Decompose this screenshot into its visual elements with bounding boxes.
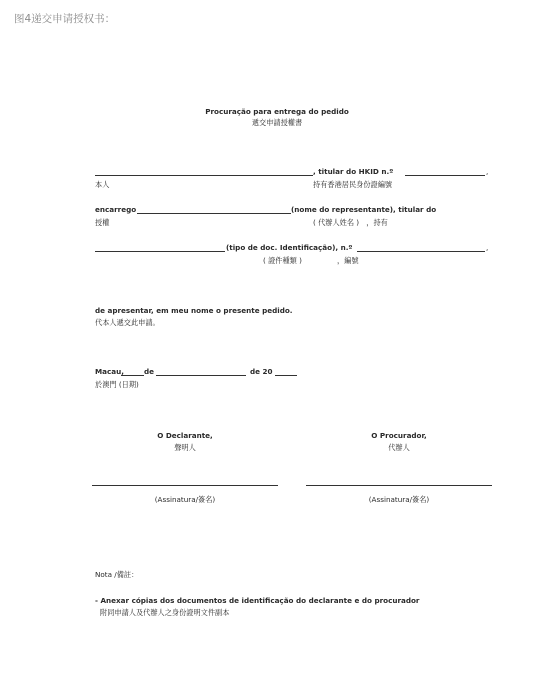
row3-comma: , xyxy=(486,243,489,252)
hkid-label: , titular do HKID n.º xyxy=(313,167,394,176)
row2-zh-left: 授權 xyxy=(95,218,110,227)
procurador-signature-line xyxy=(306,485,492,486)
nota-label: Nota /備註： xyxy=(95,570,139,579)
page-caption: 图4递交申请授权书： xyxy=(14,13,116,25)
procurador-zh: 代辦人 xyxy=(388,443,410,452)
doc-type-label: (tipo de doc. Identificação), n.º xyxy=(226,243,353,252)
hkid-number-line xyxy=(405,175,485,176)
de-label: de xyxy=(144,367,155,376)
procurador-sign-label: (Assinatura/簽名) xyxy=(368,495,430,504)
procurador-pt: O Procurador, xyxy=(371,431,427,440)
representative-label: (nome do representante), titular do xyxy=(291,205,437,214)
holder-name-line xyxy=(95,175,313,176)
representative-name-line xyxy=(137,213,291,214)
purpose-pt: de apresentar, em meu nome o presente pedido. xyxy=(95,306,293,315)
row3-zh-mid: ( 證件種類 ) xyxy=(263,256,302,265)
year-line xyxy=(275,375,297,376)
declarante-sign-label: (Assinatura/簽名) xyxy=(154,495,216,504)
doc-type-line xyxy=(95,251,225,252)
purpose-zh: 代本人遞交此申請。 xyxy=(95,318,160,327)
nota-zh: 附同申請人及代辦人之身份證明文件副本 xyxy=(100,608,230,617)
row1-comma: , xyxy=(486,167,489,176)
declarante-zh: 聲明人 xyxy=(174,443,196,452)
declarante-pt: O Declarante, xyxy=(157,431,213,440)
day-line xyxy=(121,375,144,376)
row3-zh-right: ，編號 xyxy=(337,256,359,265)
form-title-pt: Procuração para entrega do pedido xyxy=(205,107,349,116)
declarante-signature-line xyxy=(92,485,278,486)
de20-label: de 20 xyxy=(250,367,273,376)
month-line xyxy=(156,375,246,376)
doc-number-line xyxy=(357,251,485,252)
macau-date-zh: 於澳門 (日期) xyxy=(95,380,139,389)
row1-zh-right: 持有香港居民身份證編號 xyxy=(313,180,393,189)
row1-zh-left: 本人 xyxy=(95,180,110,189)
nota-pt: - Anexar cópias dos documentos de identificação do declarante e do procurador xyxy=(95,596,420,605)
macau-label: Macau, xyxy=(95,367,124,376)
encarrego-label: encarrego xyxy=(95,205,137,214)
row2-zh-mid: ( 代辦人姓名 ) ，持有 xyxy=(313,218,388,227)
form-title-zh: 遞交申請授權書 xyxy=(251,118,303,127)
